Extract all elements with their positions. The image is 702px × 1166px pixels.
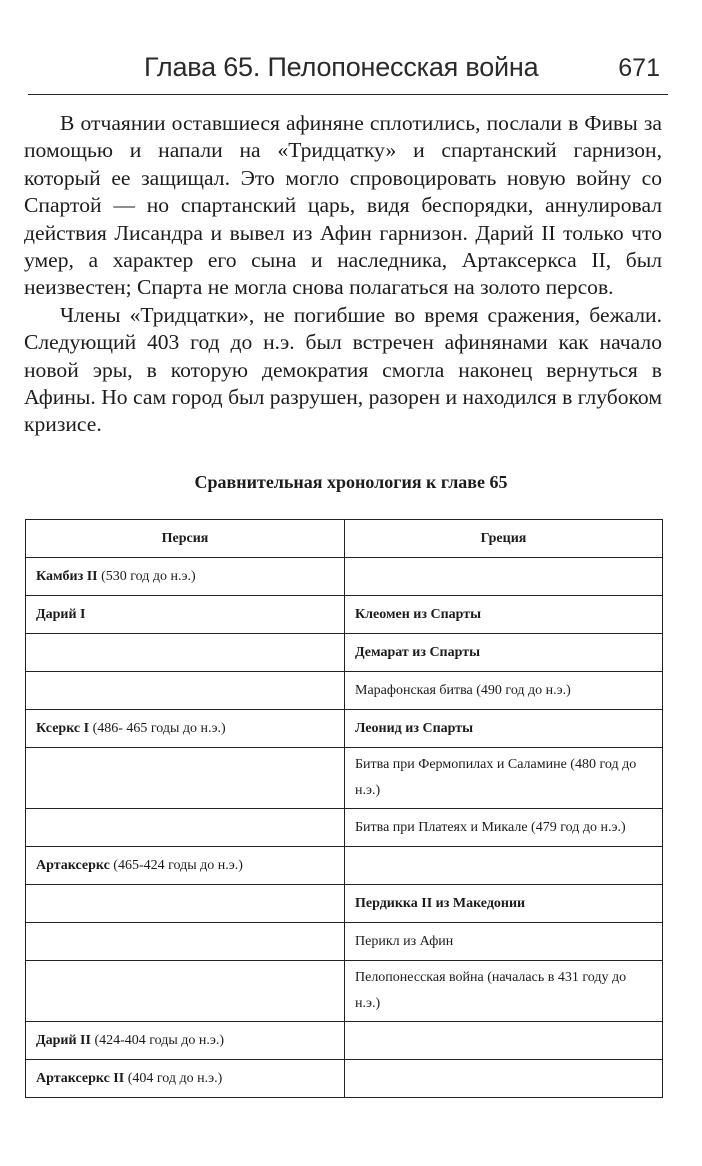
persia-ruler-name: Артаксеркс bbox=[36, 857, 110, 873]
persia-ruler-name: Ксеркс I bbox=[36, 720, 90, 736]
greece-cell bbox=[345, 809, 663, 847]
persia-ruler-name: Камбиз II bbox=[36, 568, 98, 584]
greece-ruler-name: Пердикка II из Македонии bbox=[355, 895, 526, 911]
table-row bbox=[26, 885, 663, 923]
greece-ruler-name: Леонид из Спарты bbox=[355, 720, 474, 736]
table-row bbox=[26, 558, 663, 596]
persia-ruler-name: Дарий II bbox=[36, 1032, 91, 1048]
table-row bbox=[26, 809, 663, 847]
greece-cell bbox=[345, 748, 663, 809]
body-text bbox=[24, 110, 662, 439]
greece-cell bbox=[345, 710, 663, 748]
greece-ruler-name: Демарат из Спарты bbox=[355, 644, 481, 660]
table-row bbox=[26, 961, 663, 1022]
table-row bbox=[26, 1060, 663, 1098]
greece-cell bbox=[345, 1060, 663, 1098]
page-number: 671 bbox=[618, 54, 660, 82]
persia-cell bbox=[26, 710, 345, 748]
greece-date: Перикл из Афин bbox=[355, 933, 454, 949]
persia-cell bbox=[26, 1022, 345, 1060]
persia-cell bbox=[26, 923, 345, 961]
persia-cell bbox=[26, 672, 345, 710]
persia-cell bbox=[26, 885, 345, 923]
persia-cell bbox=[26, 748, 345, 809]
table-row bbox=[26, 596, 663, 634]
persia-cell bbox=[26, 558, 345, 596]
greece-cell bbox=[345, 923, 663, 961]
persia-cell bbox=[26, 961, 345, 1022]
column-header-persia: Персия bbox=[26, 520, 345, 558]
greece-cell bbox=[345, 847, 663, 885]
greece-cell bbox=[345, 634, 663, 672]
persia-date: (404 год до н.э.) bbox=[124, 1070, 223, 1086]
persia-cell bbox=[26, 634, 345, 672]
persia-date: (486- 465 годы до н.э.) bbox=[89, 720, 226, 736]
greece-ruler-name: Клеомен из Спарты bbox=[355, 606, 482, 622]
persia-ruler-name: Артаксеркс II bbox=[36, 1070, 125, 1086]
table-row bbox=[26, 748, 663, 809]
table-header-row bbox=[26, 520, 663, 558]
persia-date: (424-404 годы до н.э.) bbox=[90, 1032, 225, 1048]
greece-cell bbox=[345, 672, 663, 710]
greece-date: Пелопонесская война (началась в 431 году до н.э.) bbox=[355, 970, 627, 1011]
greece-date: Марафонская битва (490 год до н.э.) bbox=[355, 682, 571, 698]
greece-cell bbox=[345, 885, 663, 923]
greece-date: Битва при Фермопилах и Саламине (480 год до н.э.) bbox=[355, 757, 637, 798]
persia-cell bbox=[26, 809, 345, 847]
table-row bbox=[26, 923, 663, 961]
table-row bbox=[26, 634, 663, 672]
paragraph: Члены «Тридцатки», не погибшие во время сражения, бежали. Следующий 403 год до н.э. был встречен афинянами как начало новой эры, в которую демократия смогла наконец вернуться в Афины. Но сам город был разрушен, разорен и находился в глубоком кризисе. bbox=[24, 302, 662, 437]
chronology-table bbox=[25, 519, 663, 1098]
persia-date: (530 год до н.э.) bbox=[97, 568, 196, 584]
page-header bbox=[28, 48, 668, 95]
greece-date: Битва при Платеях и Микале (479 год до н.э.) bbox=[355, 819, 626, 835]
greece-cell bbox=[345, 1022, 663, 1060]
paragraph: В отчаянии оставшиеся афиняне сплотились, послали в Фивы за помощью и напали на «Тридцатку» и спартанский гарнизон, который ее защищал. Это могло спровоцировать новую войну со Спартой — но спартанский царь, видя беспорядки, аннулировал действия Лисандра и вывел из Афин гарнизон. Дарий II только что умер, а характер его сына и наследника, Артаксеркса II, был неизвестен; Спарта не могла снова полагаться на золото персов. bbox=[24, 111, 662, 300]
greece-cell bbox=[345, 558, 663, 596]
table-row bbox=[26, 1022, 663, 1060]
persia-cell bbox=[26, 1060, 345, 1098]
persia-cell bbox=[26, 847, 345, 885]
table-row bbox=[26, 847, 663, 885]
greece-cell bbox=[345, 596, 663, 634]
table-row bbox=[26, 672, 663, 710]
persia-ruler-name: Дарий I bbox=[36, 606, 86, 622]
table-title: Сравнительная хронология к главе 65 bbox=[194, 472, 508, 492]
persia-date: (465-424 годы до н.э.) bbox=[109, 857, 243, 873]
table-row bbox=[26, 710, 663, 748]
column-header-greece: Греция bbox=[345, 520, 663, 558]
greece-cell bbox=[345, 961, 663, 1022]
persia-cell bbox=[26, 596, 345, 634]
chapter-title: Глава 65. Пелопонесская война bbox=[144, 52, 539, 82]
